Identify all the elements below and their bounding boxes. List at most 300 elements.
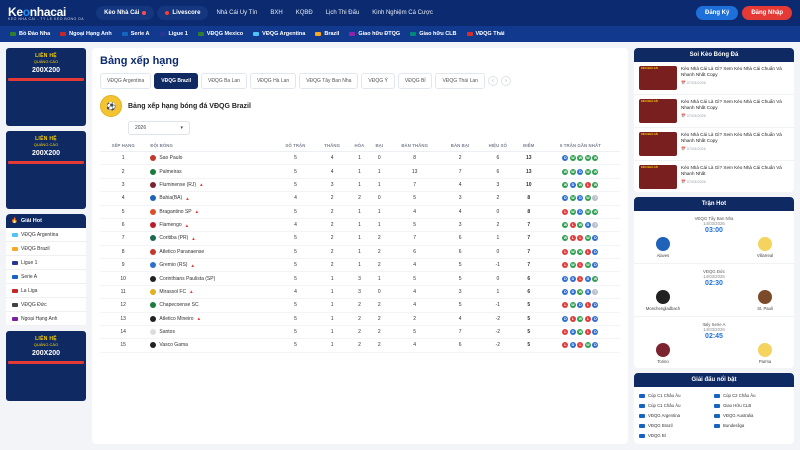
- flag-icon: [122, 32, 128, 36]
- form-badge: D: [586, 289, 590, 294]
- team-name: Sao Paulo: [159, 155, 183, 162]
- sidebar-item-seriea[interactable]: [6, 270, 86, 284]
- cell-goals-for: 7: [388, 232, 441, 245]
- flag-icon: [12, 303, 18, 307]
- hot-leagues-panel: [6, 214, 86, 326]
- ad-subtitle: QUẢNG CÁO: [33, 342, 59, 347]
- cell-points: 8: [517, 205, 541, 218]
- tab-vdqg-balan[interactable]: VĐQG Ba Lan: [201, 73, 247, 89]
- ad-size: 200X200: [31, 150, 61, 157]
- cell-goals-against: 7: [441, 165, 479, 178]
- form-badge: L: [571, 236, 575, 241]
- cell-lose: 1: [370, 165, 388, 178]
- cell-win: 4: [316, 152, 349, 165]
- news-title: Kèo Nhà Cái Là Gì? Xem Kèo Nhà Cái Chuẩn Và Nhanh Nhất Copy: [681, 99, 782, 111]
- cell-draw: 1: [349, 232, 371, 245]
- form-badge: L: [586, 303, 590, 308]
- fire-icon: 🔥: [11, 218, 18, 224]
- tournament-item[interactable]: [639, 431, 714, 441]
- cell-played: 5: [275, 299, 316, 312]
- table-row[interactable]: [100, 325, 620, 338]
- team-name: Gremio (RS): [159, 262, 188, 269]
- cell-win: 2: [316, 192, 349, 205]
- cell-goals-for: 5: [388, 192, 441, 205]
- cell-win: 3: [316, 178, 349, 191]
- cell-goal-diff: 6: [479, 165, 517, 178]
- login-button[interactable]: Đăng Nhập: [742, 6, 792, 20]
- tab-vdqg-argentina[interactable]: VĐQG Argentina: [100, 73, 151, 89]
- cell-goals-for: 4: [388, 299, 441, 312]
- tournament-label: VĐQG Bỉ: [648, 433, 666, 439]
- subnav-item-brazil[interactable]: [315, 31, 339, 37]
- thumbnail-caption: KÈO NHÀ CÁI: [641, 67, 659, 70]
- form-badge: W: [593, 276, 598, 281]
- news-list: [634, 62, 794, 192]
- cell-lose: 2: [370, 245, 388, 258]
- form-badge: L: [579, 263, 582, 268]
- news-title: Kèo Nhà Cái Là Gì? Xem Kèo Nhà Cái Chuẩn Và Nhanh Nhất Copy: [681, 66, 782, 78]
- team-logo-icon: [150, 222, 156, 228]
- flag-icon: [714, 404, 720, 408]
- form-badge: W: [578, 223, 583, 228]
- season-select[interactable]: [128, 121, 190, 135]
- table-row[interactable]: [100, 285, 620, 298]
- cell-team: [146, 245, 275, 258]
- sidebar-item-label: Serie A: [21, 273, 38, 280]
- cell-team: [146, 285, 275, 298]
- flag-icon: [714, 424, 720, 428]
- cell-goal-diff: -2: [479, 312, 517, 325]
- cell-form: [541, 299, 620, 312]
- cell-played: 5: [275, 205, 316, 218]
- col-played: SỐ TRẬN: [275, 140, 316, 152]
- form-badge: D: [579, 303, 582, 308]
- cell-points: 6: [517, 272, 541, 285]
- cell-win: 2: [316, 218, 349, 231]
- cell-played: 4: [275, 285, 316, 298]
- sidebar-item-ligue1[interactable]: [6, 256, 86, 270]
- subnav-item-mexico[interactable]: [198, 31, 243, 37]
- cell-goals-for: 6: [388, 245, 441, 258]
- ad-subtitle: QUẢNG CÁO: [33, 59, 59, 64]
- nav-link-bxh[interactable]: BXH: [270, 10, 283, 16]
- cell-draw: 3: [349, 272, 371, 285]
- col-goals-against: BÀN BẠI: [441, 140, 479, 152]
- cell-goals-for: 4: [388, 205, 441, 218]
- tournament-item[interactable]: [639, 411, 714, 421]
- cell-goals-against: 4: [441, 205, 479, 218]
- cell-played: 4: [275, 218, 316, 231]
- cell-draw: 1: [349, 205, 371, 218]
- register-button[interactable]: Đăng Ký: [696, 6, 738, 20]
- flag-icon: [315, 32, 321, 36]
- form-badge: L: [571, 223, 575, 228]
- cell-points: 5: [517, 299, 541, 312]
- cell-team: [146, 259, 275, 272]
- col-form: 5 TRẬN GẦN NHẤT: [541, 140, 620, 152]
- subnav-item-thai[interactable]: [467, 31, 505, 37]
- tournament-label: Cúp C1 Châu Âu: [648, 403, 681, 409]
- match-date: 14/03/2026: [703, 327, 725, 333]
- cell-goals-against: 2: [441, 152, 479, 165]
- subnav-item-giaohuu-dtqg[interactable]: [349, 31, 400, 37]
- form-badge: D: [586, 223, 590, 228]
- form-badge: W: [571, 209, 575, 214]
- tab-vdqg-brazil[interactable]: VĐQG Brazil: [154, 73, 198, 89]
- form-badge: W: [593, 182, 598, 187]
- cell-rank: 11: [100, 285, 146, 298]
- form-badge: D: [571, 330, 575, 335]
- table-row[interactable]: [100, 312, 620, 325]
- cell-form: [541, 152, 620, 165]
- form-badge: D: [571, 182, 575, 187]
- cell-played: 5: [275, 165, 316, 178]
- cell-lose: 2: [370, 312, 388, 325]
- cell-lose: 1: [370, 205, 388, 218]
- cell-team: [146, 165, 275, 178]
- sidebar-item-label: VĐQG Brazil: [21, 245, 50, 252]
- ad-banner-2[interactable]: [6, 131, 86, 209]
- cell-team: [146, 152, 275, 165]
- right-sidebar: [634, 48, 794, 444]
- standings-table: [100, 140, 620, 353]
- league-subnav: [0, 26, 800, 42]
- team-name: Flamengo: [159, 222, 182, 229]
- flag-icon: [253, 32, 259, 36]
- form-badge: D: [571, 289, 575, 294]
- cell-goal-diff: 0: [479, 245, 517, 258]
- form-badge: D: [564, 289, 567, 294]
- table-row[interactable]: [100, 218, 620, 231]
- cell-team: [146, 218, 275, 231]
- form-badge: D: [594, 303, 597, 308]
- cell-points: 6: [517, 285, 541, 298]
- cell-goals-against: 6: [441, 245, 479, 258]
- tab-vdqg-thailan[interactable]: VĐQG Thái Lan: [435, 73, 484, 89]
- match-away-team: St. Pauli: [742, 290, 788, 311]
- cell-form: [541, 165, 620, 178]
- form-badge: L: [564, 303, 567, 308]
- cell-points: 7: [517, 232, 541, 245]
- team-logo-icon: [150, 235, 156, 241]
- table-row[interactable]: [100, 245, 620, 258]
- sidebar-item-argentina[interactable]: [6, 228, 86, 242]
- cell-goals-for: 7: [388, 178, 441, 191]
- news-panel: [634, 48, 794, 192]
- table-row[interactable]: [100, 165, 620, 178]
- nav-link-kinhnghiem[interactable]: Kinh Nghiệm Cá Cược: [372, 10, 433, 16]
- flag-icon: [12, 247, 18, 251]
- subnav-item-bodaonha[interactable]: [10, 31, 50, 37]
- cell-goal-diff: -1: [479, 299, 517, 312]
- team-name: Mirassol FC: [159, 288, 187, 295]
- cell-win: 1: [316, 272, 349, 285]
- warning-icon: ▲: [189, 289, 194, 295]
- team-name: Fluminense (RJ): [159, 181, 197, 188]
- standings-title: Bảng xếp hạng bóng đá VĐQG Brazil: [128, 102, 251, 110]
- cell-goals-for: 8: [388, 152, 441, 165]
- nav-pill-livescore[interactable]: [157, 6, 208, 20]
- thumbnail-caption: KÈO NHÀ CÁI: [641, 100, 659, 103]
- tournament-item[interactable]: [639, 421, 714, 431]
- cell-draw: 2: [349, 339, 371, 352]
- news-title: Kèo Nhà Cái Là Gì? Xem Kèo Nhà Cái Chuẩn Và Nhanh Nhất: [681, 165, 782, 177]
- flag-icon: [714, 394, 720, 398]
- tournament-label: Bundesliga: [723, 423, 745, 429]
- cell-team: [146, 205, 275, 218]
- flag-icon: [198, 32, 204, 36]
- tab-vdqg-bi[interactable]: VĐQG Bỉ: [398, 73, 433, 89]
- news-item[interactable]: [634, 128, 794, 161]
- season-select-wrap: [128, 121, 620, 135]
- cell-team: [146, 299, 275, 312]
- flag-icon: [467, 32, 473, 36]
- subnav-item-giaohuu-clb[interactable]: [410, 31, 456, 37]
- table-row[interactable]: [100, 299, 620, 312]
- league-tabs: [100, 73, 620, 89]
- warning-icon: ▲: [199, 182, 204, 188]
- sidebar-item-ngoaihanganh[interactable]: [6, 312, 86, 326]
- cell-goals-against: 4: [441, 178, 479, 191]
- logo-text: Keonhacai: [8, 5, 66, 19]
- table-row[interactable]: [100, 272, 620, 285]
- ad-banner-1[interactable]: [6, 48, 86, 126]
- form-badge: W: [578, 316, 583, 321]
- tab-vdqg-y[interactable]: VĐQG Ý: [361, 73, 394, 89]
- team-logo-icon: [150, 249, 156, 255]
- match-card[interactable]: [634, 317, 794, 368]
- team-logo-icon: [150, 262, 156, 268]
- team-logo-icon: [150, 302, 156, 308]
- live-dot-icon: [142, 11, 146, 15]
- col-rank: XẾP HẠNG: [100, 140, 146, 152]
- ad-subtitle: QUẢNG CÁO: [33, 142, 59, 147]
- match-card[interactable]: [634, 264, 794, 317]
- form-badge: W: [593, 156, 598, 161]
- table-row[interactable]: [100, 339, 620, 352]
- form-badge: L: [564, 249, 567, 254]
- cell-rank: 9: [100, 259, 146, 272]
- table-row[interactable]: [100, 152, 620, 165]
- form-badge: W: [571, 169, 575, 174]
- subnav-item-argentina[interactable]: [253, 31, 305, 37]
- form-badge: D: [594, 263, 597, 268]
- standings-header: [100, 95, 620, 117]
- standings-table-body: [100, 152, 620, 353]
- match-list: [634, 211, 794, 368]
- tournament-item[interactable]: [639, 391, 714, 401]
- tab-vdqg-taybannha[interactable]: VĐQG Tây Ban Nha: [299, 73, 358, 89]
- subnav-item-ligue1[interactable]: [160, 31, 188, 37]
- form-badge: W: [578, 330, 583, 335]
- match-card[interactable]: [634, 211, 794, 264]
- team-name: Vasco Gama: [159, 342, 188, 349]
- flag-icon: [60, 32, 66, 36]
- cell-form: [541, 232, 620, 245]
- cell-draw: 3: [349, 285, 371, 298]
- tournament-item[interactable]: [714, 391, 789, 401]
- cell-team: [146, 312, 275, 325]
- ad-size: 200X200: [31, 350, 61, 357]
- tabs-prev-button[interactable]: ‹: [488, 76, 498, 86]
- chevron-down-icon: ▾: [180, 125, 183, 131]
- cell-goals-for: 5: [388, 272, 441, 285]
- form-badge: W: [563, 182, 568, 187]
- form-badge: W: [571, 156, 575, 161]
- form-badge: L: [586, 316, 590, 321]
- cell-form: [541, 259, 620, 272]
- cell-draw: 1: [349, 178, 371, 191]
- team-logo-icon: [150, 276, 156, 282]
- live-dot-icon: [165, 11, 169, 15]
- news-title: Kèo Nhà Cái Là Gì? Xem Kèo Nhà Cái Chuẩn Và Nhanh Nhất Copy: [681, 132, 782, 144]
- cell-team: [146, 325, 275, 338]
- ad-divider: [8, 361, 84, 364]
- flag-icon: [160, 32, 166, 36]
- news-item[interactable]: [634, 62, 794, 95]
- cell-played: 5: [275, 272, 316, 285]
- warning-icon: ▲: [191, 235, 196, 241]
- match-date: 14/03/2026: [703, 221, 725, 227]
- cell-lose: 0: [370, 285, 388, 298]
- table-row[interactable]: [100, 178, 620, 191]
- sidebar-item-duc[interactable]: [6, 298, 86, 312]
- ad-banner-3[interactable]: [6, 331, 86, 401]
- cell-points: 5: [517, 312, 541, 325]
- tab-vdqg-halan[interactable]: VĐQG Hà Lan: [250, 73, 296, 89]
- form-badge: ?: [594, 196, 597, 201]
- cell-lose: 2: [370, 259, 388, 272]
- nav-pill-keonhacai[interactable]: [96, 6, 154, 20]
- news-date: 📅 07/03/2026: [681, 114, 706, 119]
- cell-goals-for: 4: [388, 285, 441, 298]
- warning-icon: ▲: [184, 222, 190, 228]
- match-league: Italy Serie A: [702, 322, 726, 328]
- tournament-item[interactable]: [714, 401, 789, 411]
- cell-lose: 2: [370, 339, 388, 352]
- form-badge: ?: [594, 223, 597, 228]
- table-row[interactable]: [100, 259, 620, 272]
- cell-rank: 5: [100, 205, 146, 218]
- match-home-team: Torino: [640, 343, 686, 364]
- subnav-label: VĐQG Mexico: [206, 31, 244, 37]
- flag-icon: [639, 424, 645, 428]
- cell-points: 10: [517, 178, 541, 191]
- form-badge: L: [579, 276, 582, 281]
- cell-win: 1: [316, 285, 349, 298]
- form-badge: L: [579, 343, 582, 348]
- flag-icon: [349, 32, 355, 36]
- match-away-team: Villarreal: [742, 237, 788, 258]
- nav-pill-label: Kèo Nhà Cái: [104, 10, 140, 16]
- cell-goal-diff: 1: [479, 285, 517, 298]
- ad-title: LIÊN HỆ: [35, 53, 57, 59]
- sidebar-item-label: VĐQG Argentina: [21, 231, 59, 238]
- cell-form: [541, 285, 620, 298]
- nav-pill-label: Livescore: [172, 10, 201, 16]
- cell-rank: 8: [100, 245, 146, 258]
- form-badge: D: [564, 276, 567, 281]
- col-lose: BẠI: [370, 140, 388, 152]
- subnav-item-seriea[interactable]: [122, 31, 150, 37]
- tournament-label: VĐQG Australia: [723, 413, 754, 419]
- form-badge: W: [563, 236, 568, 241]
- form-badge: W: [578, 249, 583, 254]
- team-name: Atletico Mineiro: [159, 315, 194, 322]
- cell-played: 5: [275, 312, 316, 325]
- nav-link-nhacai[interactable]: Nhà Cái Uy Tín: [216, 10, 258, 16]
- news-thumbnail: [639, 99, 677, 123]
- cell-form: [541, 218, 620, 231]
- cell-rank: 12: [100, 299, 146, 312]
- form-badge: W: [563, 169, 568, 174]
- ad-size: 200X200: [31, 67, 61, 74]
- page-body: [0, 42, 800, 450]
- form-badge: D: [579, 209, 582, 214]
- cell-team: [146, 272, 275, 285]
- news-item[interactable]: [634, 161, 794, 192]
- cell-goals-against: 3: [441, 192, 479, 205]
- team-name: Corinthians Paulista (SP): [159, 275, 216, 282]
- news-thumbnail: [639, 165, 677, 189]
- tournament-item[interactable]: [714, 411, 789, 421]
- cell-goal-diff: -2: [479, 325, 517, 338]
- flag-icon: [12, 317, 18, 321]
- tournament-item[interactable]: [639, 401, 714, 411]
- match-home-team: Monchengladbach: [640, 290, 686, 311]
- sidebar-item-brazil[interactable]: [6, 242, 86, 256]
- subnav-item-ngoaihanganh[interactable]: [60, 31, 112, 37]
- cell-goal-diff: 0: [479, 272, 517, 285]
- table-row[interactable]: [100, 232, 620, 245]
- form-badge: D: [594, 236, 597, 241]
- hot-leagues-header: [6, 214, 86, 228]
- nav-link-kqbd[interactable]: KQBĐ: [295, 10, 313, 16]
- team-logo-icon: [758, 237, 772, 251]
- cell-played: 5: [275, 245, 316, 258]
- team-name: Bragantino SP: [159, 208, 192, 215]
- cell-rank: 6: [100, 218, 146, 231]
- nav-link-lichthidau[interactable]: Lịch Thi Đấu: [325, 10, 360, 16]
- cell-lose: 0: [370, 192, 388, 205]
- form-badge: L: [564, 330, 567, 335]
- match-time: 03:00: [705, 227, 723, 235]
- cell-points: 7: [517, 259, 541, 272]
- team-logo-icon: [150, 195, 156, 201]
- cell-played: 5: [275, 325, 316, 338]
- tournament-item[interactable]: [714, 421, 789, 431]
- form-badge: D: [579, 169, 582, 174]
- site-logo[interactable]: [8, 5, 84, 21]
- cell-lose: 1: [370, 218, 388, 231]
- col-team: ĐỘI BÓNG: [146, 140, 275, 152]
- tabs-next-button[interactable]: ›: [501, 76, 511, 86]
- col-points: ĐIỂM: [517, 140, 541, 152]
- team-logo-icon: [150, 169, 156, 175]
- cell-form: [541, 205, 620, 218]
- news-thumbnail: [639, 132, 677, 156]
- sidebar-item-laliga[interactable]: [6, 284, 86, 298]
- team-name: Santos: [159, 329, 175, 336]
- table-row[interactable]: [100, 192, 620, 205]
- team-name: Chapecoense SC: [159, 302, 199, 309]
- news-item[interactable]: [634, 95, 794, 128]
- form-badge: D: [571, 276, 575, 281]
- form-badge: W: [571, 196, 575, 201]
- league-crest-icon: ⚽: [100, 95, 122, 117]
- subnav-label: Giao hữu CLB: [419, 31, 457, 37]
- table-row[interactable]: [100, 205, 620, 218]
